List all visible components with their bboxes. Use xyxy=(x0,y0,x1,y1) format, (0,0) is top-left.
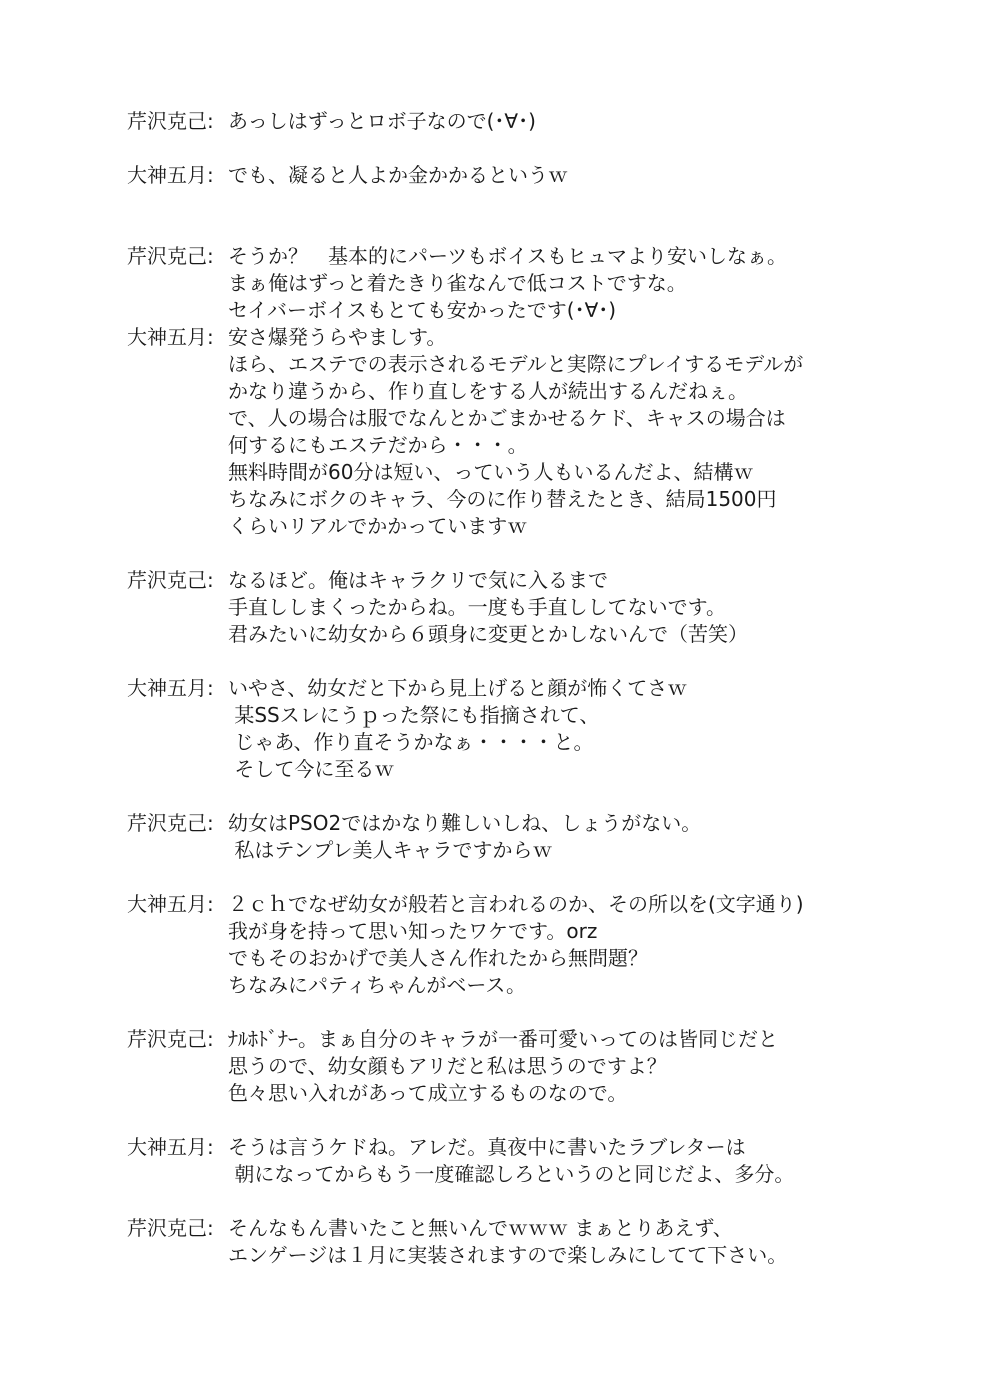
speech-lines xyxy=(228,891,804,999)
speaker-name: 芹沢克己: xyxy=(127,109,214,133)
speaker-name: 芹沢克己: xyxy=(127,1027,214,1051)
speech-line: じゃあ、作り直そうかなぁ・・・・と。 xyxy=(228,730,594,754)
speech-line: 思うので、幼女顔もアリだと私は思うのですよ？ xyxy=(228,1054,667,1078)
speech-lines xyxy=(228,567,748,648)
dialogue-entry xyxy=(127,567,748,648)
speaker-name: 芹沢克己: xyxy=(127,244,214,268)
speaker-name: 大神五月: xyxy=(127,1135,214,1159)
speaker-name: 大神五月: xyxy=(127,892,214,916)
speech-lines xyxy=(228,675,687,783)
speech-lines xyxy=(228,1215,787,1269)
dialogue-entry xyxy=(127,675,687,783)
speech-line: 私はテンプレ美人キャラですからｗ xyxy=(228,838,553,862)
speech-line: ２ｃｈでなぜ幼女が般若と言われるのか、その所以を(文字通り) xyxy=(228,892,804,916)
speech-line: 君みたいに幼女から６頭身に変更とかしないんで（苦笑） xyxy=(228,622,748,646)
dialogue-entry xyxy=(127,162,568,189)
speech-lines xyxy=(228,162,568,189)
speech-lines xyxy=(228,1134,794,1188)
speech-line: ﾅﾙﾎﾄﾞﾅｰ。まぁ自分のキャラが一番可愛いってのは皆同じだと xyxy=(228,1027,778,1051)
speech-line: そして今に至るｗ xyxy=(228,757,395,781)
speech-line: あっしはずっとロボ子なので(･∀･) xyxy=(228,109,536,133)
speaker-name: 芹沢克己: xyxy=(127,568,214,592)
dialogue-entry xyxy=(127,1026,778,1107)
speech-line: まぁ俺はずっと着たきり雀なんで低コストですな。 xyxy=(228,271,687,295)
dialogue-entry xyxy=(127,891,804,999)
speech-line: 我が身を持って思い知ったワケです。orz xyxy=(228,919,598,943)
speech-line: 幼女はPSO2ではかなり難しいしね、しょうがない。 xyxy=(228,811,702,835)
speech-line: 手直ししまくったからね。一度も手直ししてないです。 xyxy=(228,595,726,619)
speech-line: セイバーボイスもとても安かったです(･∀･) xyxy=(228,298,617,322)
speech-lines xyxy=(228,810,701,864)
speaker-name: 大神五月: xyxy=(127,325,214,349)
speech-line: いやさ、幼女だと下から見上げると顔が怖くてさｗ xyxy=(228,676,688,700)
speech-line: そうか？ 基本的にパーツもボイスもヒュマより安いしなぁ。 xyxy=(228,244,787,268)
speech-line: そんなもん書いたこと無いんでｗｗｗ まぁとりあえず、 xyxy=(228,1216,733,1240)
speech-line: 某SSスレにうｐった祭にも指摘されて、 xyxy=(228,703,600,727)
speech-line: ほら、エステでの表示されるモデルと実際にプレイするモデルが xyxy=(228,352,804,376)
speech-line: くらいリアルでかかっていますｗ xyxy=(228,514,528,538)
speaker-name: 芹沢克己: xyxy=(127,811,214,835)
speaker-name: 芹沢克己: xyxy=(127,1216,214,1240)
speech-line: 無料時間が60分は短い、っていう人もいるんだよ、結構ｗ xyxy=(228,460,754,484)
speech-lines xyxy=(228,324,803,540)
speech-line: で、人の場合は服でなんとかごまかせるケド、キャスの場合は xyxy=(228,406,786,430)
dialogue-entry xyxy=(127,108,536,135)
speech-line: 何するにもエステだから・・・。 xyxy=(228,433,528,457)
speech-line: 朝になってからもう一度確認しろというのと同じだよ、多分。 xyxy=(228,1162,795,1186)
speech-line: そうは言うケドね。アレだ。真夜中に書いたラブレターは xyxy=(228,1135,746,1159)
speaker-name: 大神五月: xyxy=(127,163,214,187)
speech-line: 安さ爆発うらやましす。 xyxy=(228,325,447,349)
speech-line: なるほど。俺はキャラクリで気に入るまで xyxy=(228,568,608,592)
dialogue-entry xyxy=(127,810,701,864)
speech-lines xyxy=(228,243,787,324)
speech-line: ちなみにボクのキャラ、今のに作り替えたとき、結局1500円 xyxy=(228,487,777,511)
speech-lines xyxy=(228,108,536,135)
speech-lines xyxy=(228,1026,778,1107)
speech-line: 色々思い入れがあって成立するものなので。 xyxy=(228,1081,628,1105)
dialogue-entry xyxy=(127,1215,787,1269)
speech-line: ちなみにパティちゃんがベース。 xyxy=(228,973,526,997)
speech-line: でも、凝ると人よか金かかるというｗ xyxy=(228,163,568,187)
speech-line: かなり違うから、作り直しをする人が続出するんだねぇ。 xyxy=(228,379,748,403)
dialogue-entry xyxy=(127,1134,794,1188)
speech-line: エンゲージは１月に実装されますので楽しみにしてて下さい。 xyxy=(228,1243,788,1267)
dialogue-entry xyxy=(127,243,787,324)
speaker-name: 大神五月: xyxy=(127,676,214,700)
speech-line: でもそのおかげで美人さん作れたから無問題？ xyxy=(228,946,648,970)
dialogue-entry xyxy=(127,324,803,540)
